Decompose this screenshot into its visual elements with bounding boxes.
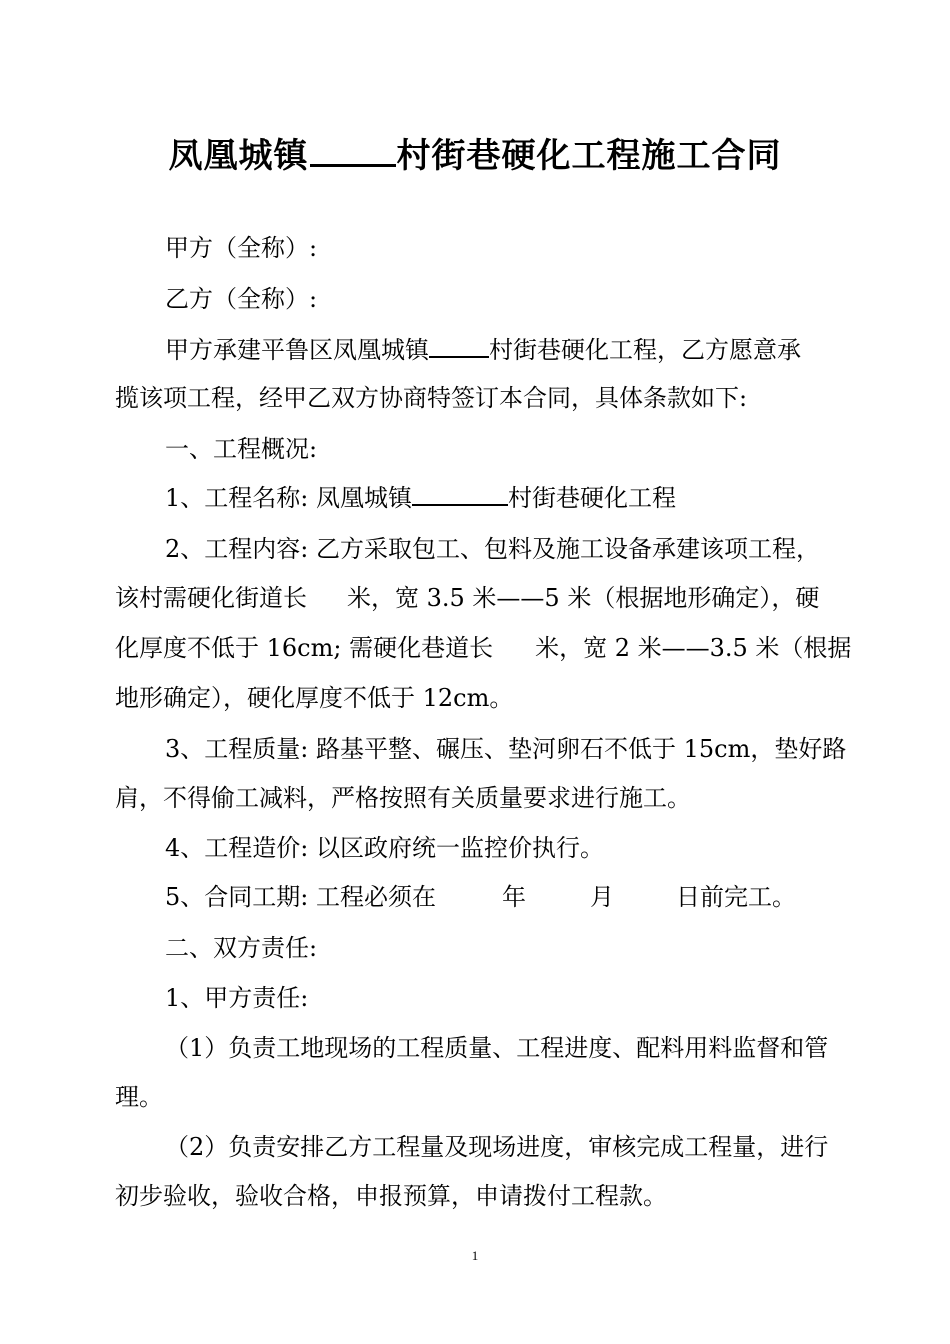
party-a-duty-heading: 1、甲方责任: xyxy=(165,984,309,1012)
intro-text-a: 甲方承建平鲁区凤凰城镇 xyxy=(165,336,429,364)
section-1-heading: 一、工程概况: xyxy=(165,435,318,463)
contract-title xyxy=(0,128,950,177)
schedule-line xyxy=(165,882,796,912)
page-number: 1 xyxy=(471,1248,479,1263)
duty-2-line-1: （2）负责安排乙方工程量及现场进度，审核完成工程量，进行 xyxy=(165,1133,829,1161)
project-name-line xyxy=(165,483,676,513)
party-b-line: 乙方（全称）: xyxy=(165,285,318,313)
schedule-day: 日前完工。 xyxy=(675,883,796,911)
project-name-text-b: 村街巷硬化工程 xyxy=(507,484,676,512)
duty-2-line-2: 初步验收，验收合格，申报预算，申请拨付工程款。 xyxy=(115,1182,667,1210)
duty-1-line-1: （1）负责工地现场的工程质量、工程进度、配料用料监督和管 xyxy=(165,1034,829,1062)
party-a-line: 甲方（全称）: xyxy=(165,234,318,262)
intro-line-1 xyxy=(165,335,801,365)
village-blank xyxy=(429,336,489,358)
title-suffix: 村街巷硬化工程施工合同 xyxy=(396,136,782,176)
title-village-blank xyxy=(310,134,396,167)
content-line-2 xyxy=(115,583,819,613)
schedule-text: 5、合同工期: 工程必须在 xyxy=(165,883,436,911)
title-prefix: 凤凰城镇 xyxy=(168,136,309,176)
content-line-2b: 米，宽 3.5 米——5 米（根据地形确定），硬 xyxy=(347,584,820,612)
content-line-3a: 化厚度不低于 16cm; 需硬化巷道长 xyxy=(115,634,494,662)
project-name-text-a: 1、工程名称: 凤凰城镇 xyxy=(165,484,412,512)
schedule-year: 年 xyxy=(501,883,526,911)
content-line-4: 地形确定），硬化厚度不低于 12cm。 xyxy=(115,684,514,712)
content-line-3 xyxy=(115,633,851,663)
quality-line-2: 肩，不得偷工减料，严格按照有关质量要求进行施工。 xyxy=(115,784,691,812)
cost-line: 4、工程造价: 以区政府统一监控价执行。 xyxy=(165,834,604,862)
project-name-blank xyxy=(412,484,508,506)
section-2-heading: 二、双方责任: xyxy=(165,934,318,962)
schedule-month: 月 xyxy=(589,883,614,911)
quality-line-1: 3、工程质量: 路基平整、碾压、垫河卵石不低于 15cm，垫好路 xyxy=(165,735,847,763)
intro-line-2: 揽该项工程，经甲乙双方协商特签订本合同，具体条款如下: xyxy=(115,384,748,412)
duty-1-line-2: 理。 xyxy=(115,1083,163,1111)
content-line-3b: 米，宽 2 米——3.5 米（根据 xyxy=(535,634,852,662)
content-line-1: 2、工程内容: 乙方采取包工、包料及施工设备承建该项工程， xyxy=(165,535,820,563)
content-line-2a: 该村需硬化街道长 xyxy=(115,584,307,612)
intro-text-b: 村街巷硬化工程，乙方愿意承 xyxy=(489,336,801,364)
